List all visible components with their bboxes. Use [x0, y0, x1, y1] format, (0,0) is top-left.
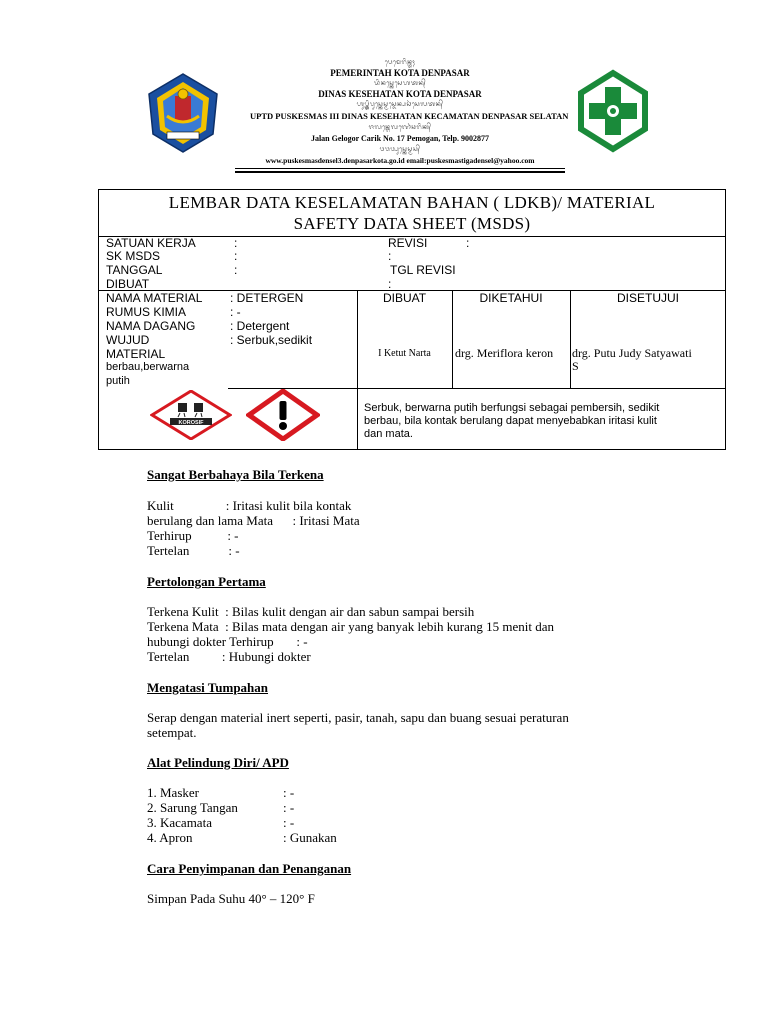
ppe-item-label-3: 3. Kacamata	[147, 815, 212, 830]
storage-heading: Cara Penyimpanan dan Penanganan	[147, 861, 352, 876]
letterhead-script-2: ᬤᬶᬦᬲ᭄ᬓᬾᬲᬾᬳᬢᬦ᭄	[373, 81, 427, 87]
ppe-item-label-2: 2. Sarung Tangan	[147, 800, 238, 815]
description-line-1: Serbuk, berwarna putih berfungsi sebagai pembersih, sedikit	[364, 402, 660, 414]
material-value-rumus: : -	[230, 305, 241, 319]
first-aid-line-3: hubungi dokter Terhirup : -	[147, 634, 308, 649]
approval-name-diketahui: drg. Meriflora keron	[455, 346, 554, 360]
material-value-wujud: : Serbuk,sedikit	[230, 333, 313, 347]
letterhead-dinas: DINAS KESEHATAN KOTA DENPASAR	[318, 89, 482, 99]
hazard-line-2: berulang dan lama Mata : Iritasi Mata	[147, 513, 360, 528]
table-vline-1	[357, 290, 358, 450]
meta-label-sk-msds: SK MSDS	[106, 249, 161, 263]
approval-name-dibuat: I Ketut Narta	[378, 348, 431, 359]
hazard-line-3: Terhirup : -	[147, 528, 239, 543]
puskesmas-logo	[577, 69, 649, 153]
document-title-line-1: LEMBAR DATA KESELAMATAN BAHAN ( LDKB)/ MATERIAL	[168, 193, 656, 212]
letterhead-script-1: ᬧᬾᬫᬾᬭᬶᬦ᭄ᬢᬄ	[384, 60, 416, 66]
document-title	[98, 192, 726, 234]
meta-value-tanggal: :	[234, 263, 238, 277]
ppe-item-label-1: 1. Masker	[147, 785, 199, 800]
material-label-material: MATERIAL	[106, 347, 166, 361]
material-value-extra-1: berbau,berwarna	[106, 361, 190, 373]
spill-heading: Mengatasi Tumpahan	[147, 680, 269, 695]
material-value-nama: : DETERGEN	[230, 291, 304, 305]
first-aid-line-2: Terkena Mata : Bilas mata dengan air yang banyak lebih kurang 15 menit dan	[147, 619, 555, 634]
material-value-dagang: : Detergent	[230, 319, 290, 333]
letterhead-divider	[235, 168, 565, 169]
material-label-nama: NAMA MATERIAL	[106, 291, 203, 305]
letterhead-web-email: www.puskesmasdensel3.denpasarkota.go.id email:puskesmastigadensel@yahoo.com	[265, 156, 535, 165]
corrosive-hazard-icon	[150, 390, 232, 440]
approval-header-dibuat: DIBUAT	[382, 291, 427, 305]
meta-value-sk-msds: :	[234, 249, 238, 263]
ppe-item-value-2: : -	[283, 800, 295, 815]
meta-label-satuan-kerja: SATUAN KERJA	[106, 236, 196, 250]
hazard-heading: Sangat Berbahaya Bila Terkena	[147, 467, 324, 482]
ppe-heading: Alat Pelindung Diri/ APD	[147, 755, 289, 770]
description-line-3: dan mata.	[364, 428, 413, 440]
first-aid-heading: Pertolongan Pertama	[147, 574, 266, 589]
approval-name-disetujui: drg. Putu Judy Satyawati	[572, 346, 692, 360]
letterhead-script-4: ᬚᬮᬦ᭄ᬕᬾᬮᬕᭀᬃᬘᬭᬶᬓ᭄	[368, 125, 432, 131]
hazard-line-4: Tertelan : -	[147, 543, 240, 558]
city-emblem-logo	[145, 72, 221, 154]
material-description	[364, 402, 722, 441]
meta-value-satuan-kerja: :	[234, 236, 238, 250]
document-title-line-2: SAFETY DATA SHEET (MSDS)	[293, 214, 531, 233]
letterhead-address: Jalan Gelogor Carik No. 17 Pemogan, Telp. 9002877	[310, 134, 490, 143]
meta-value-tgl-revisi: :	[388, 277, 392, 291]
letterhead-script-5: ᬯᬯᬯ᭄ᬧᬸᬲ᭄ᬓᬾᬲ᭄ᬫᬲ᭄	[379, 147, 421, 153]
material-value-extra-2: putih	[106, 375, 130, 387]
meta-label-tanggal: TANGGAL	[106, 263, 163, 277]
letterhead-uptd: UPTD PUSKESMAS III DINAS KESEHATAN KECAMATAN DENPASAR SELATAN	[250, 111, 569, 121]
material-label-dagang: NAMA DAGANG	[106, 319, 196, 333]
hazard-line-1: Kulit : Iritasi kulit bila kontak	[147, 498, 352, 513]
meta-label-dibuat: DIBUAT	[106, 277, 150, 291]
description-line-2: berbau, bila kontak berulang dapat menyebabkan iritasi kulit	[364, 415, 657, 427]
ppe-item-value-1: : -	[283, 785, 295, 800]
storage-line-1: Simpan Pada Suhu 40° – 120° F	[147, 891, 315, 906]
approval-header-diketahui: DIKETAHUI	[479, 291, 543, 305]
letterhead-divider-thick	[235, 171, 565, 173]
material-label-wujud: WUJUD	[106, 333, 150, 347]
letterhead-government: PEMERINTAH KOTA DENPASAR	[330, 68, 470, 78]
corrosive-label: KOROSIF	[178, 420, 204, 426]
meta-value-revisi-2: :	[388, 249, 392, 263]
meta-value-revisi: :	[466, 236, 470, 250]
meta-label-revisi: REVISI	[388, 236, 428, 250]
approval-name-disetujui-suffix: S	[572, 359, 579, 373]
letterhead-script-3: ᬳᬸᬧ᭄ᬢ᭄ᬤᬶᬧᬸᬲ᭄ᬓᬾᬲ᭄ᬫᬲ᭄ᬤᬾᬦ᭄ᬧᬲᬃᬲᬾᬮᬢᬦ᭄	[356, 102, 444, 108]
meta-label-tgl-revisi: TGL REVISI	[390, 263, 456, 277]
exclamation-hazard-icon	[246, 389, 320, 441]
first-aid-line-4: Tertelan : Hubungi dokter	[147, 649, 311, 664]
ppe-item-label-4: 4. Apron	[147, 830, 193, 845]
ppe-item-value-4: : Gunakan	[283, 830, 337, 845]
first-aid-line-1: Terkena Kulit : Bilas kulit dengan air dan sabun sampai bersih	[147, 604, 475, 619]
approval-header-disetujui: DISETUJUI	[616, 291, 679, 305]
spill-line-2: setempat.	[147, 725, 197, 740]
ppe-item-value-3: : -	[283, 815, 295, 830]
spill-line-1: Serap dengan material inert seperti, pasir, tanah, sapu dan buang sesuai peraturan	[147, 710, 569, 725]
material-label-rumus: RUMUS KIMIA	[106, 305, 187, 319]
